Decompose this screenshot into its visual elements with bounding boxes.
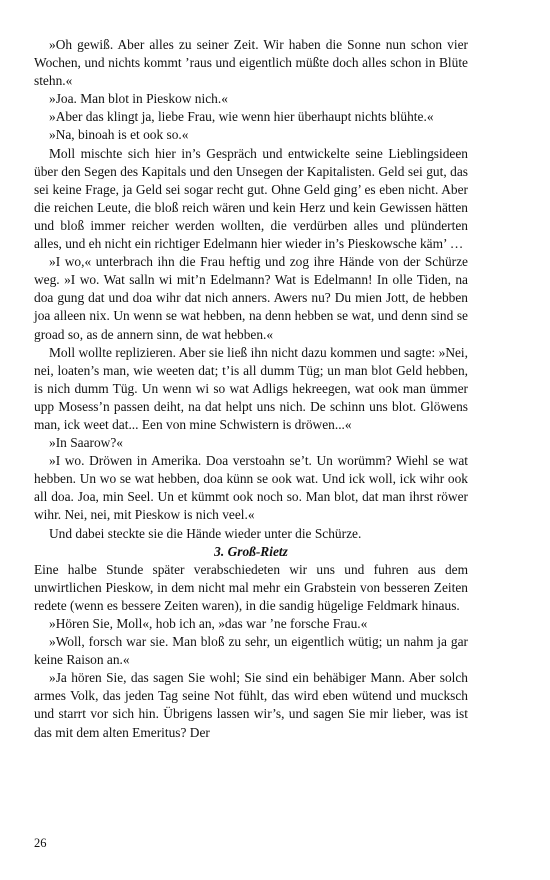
- paragraph: »Aber das klingt ja, liebe Frau, wie wenn hier überhaupt nichts blühte.«: [49, 109, 434, 125]
- paragraph: »Ja hören Sie, das sagen Sie wohl; Sie sind ein behäbiger Mann. Aber solch armes Volk, das jeden Tag seine Not fühlt, das wird eben wütend und mucksch und starrt vor sich hin. Übrigens lassen wir’s, und sagen Sie mir lieber, was ist das mit dem alten Emeritus? Der: [34, 670, 468, 740]
- paragraph: »Woll, forsch war sie. Man bloß zu sehr, un eigentlich wütig; un nahm ja gar keine Raison an.«: [34, 634, 468, 668]
- paragraph: »Na, binoah is et ook so.«: [49, 127, 189, 143]
- paragraph: »Joa. Man blot in Pieskow nich.«: [49, 91, 228, 107]
- paragraph: Eine halbe Stunde später verabschiedeten wir uns und fuhren aus dem unwirtlichen Pieskow, in dem nicht mal mehr ein Grabstein von besseren Zeiten redete (wenn es bessere Zeiten waren), in die sandig hügelige Feldmark hinaus.: [34, 561, 468, 613]
- paragraph: Moll mischte sich hier in’s Gespräch und entwickelte seine Lieblingsideen über den Segen des Kapitals und den Unsegen der Kapitalisten. Geld sei gut, das sei keine Frage, ja Geld sei sogar recht gut. Ohne Geld ging’ es eben nicht. Aber die reichen Leute, die bloß reich wären und kein Herz und kein Gewissen hätten und bloß immer reicher werden wollten, die verdürben alles und plünderten alles, und eh nicht ein richtiger Edelmann hier wieder in’s Pieskowsche käm’ …: [34, 145, 468, 252]
- book-page-text: [34, 36, 468, 742]
- paragraph: Moll wollte replizieren. Aber sie ließ ihn nicht dazu kommen und sagte: »Nei, nei, loaten’s man, wie weeten dat; t’is all dumm Tüg; un man blot Geld hebben, is nich dumm Tüg. Un wenn wi so wat Adligs hekreegen, wat ook man ümmer upp Mosess’n passen deiht, na dat helpt uns nich. De schinn uns blot. Glöwens man, ick weet dat... Een von mine Schwistern is dröwen...«: [34, 344, 468, 432]
- page-number: 26: [34, 836, 47, 850]
- paragraph: »Hören Sie, Moll«, hob ich an, »das war ’ne forsche Frau.«: [49, 616, 368, 631]
- paragraph: »Oh gewiß. Aber alles zu seiner Zeit. Wir haben die Sonne nun schon vier Wochen, und nichts kommt ’raus und eigentlich müßte doch alles schon in Blüte stehn.«: [34, 37, 468, 89]
- section-heading: 3. Groß-Rietz: [214, 543, 288, 559]
- paragraph: »I wo. Dröwen in Amerika. Doa verstoahn se’t. Un worümm? Wiehl se wat hebben. Un wo se wat hebben, doa künn se ook wat. Und ick woll, ick wihr ook all doa. Joa, min Seel. Un et kümmt ook noch so. Man blot, dat man ihrst röwer wihr. Nei, nei, mit Pieskow is nich veel.«: [34, 453, 468, 523]
- paragraph: »I wo,« unterbrach ihn die Frau heftig und zog ihre Hände von der Schürze weg. »I wo. Wat salln wi mit’n Edelmann? Wat is Edelmann! In olle Tiden, na doa gung dat und doa wihr dat nich anners. Awers nu? Du mien Jott, de hebben joa alleen nix. Un wenn se wat hebben, na denn hebben se wat, und denn sind se groad so, as de annern sinn, de wat hebben.«: [34, 254, 468, 342]
- paragraph: »In Saarow?«: [49, 435, 123, 451]
- paragraph: Und dabei steckte sie die Hände wieder unter die Schürze.: [49, 525, 362, 541]
